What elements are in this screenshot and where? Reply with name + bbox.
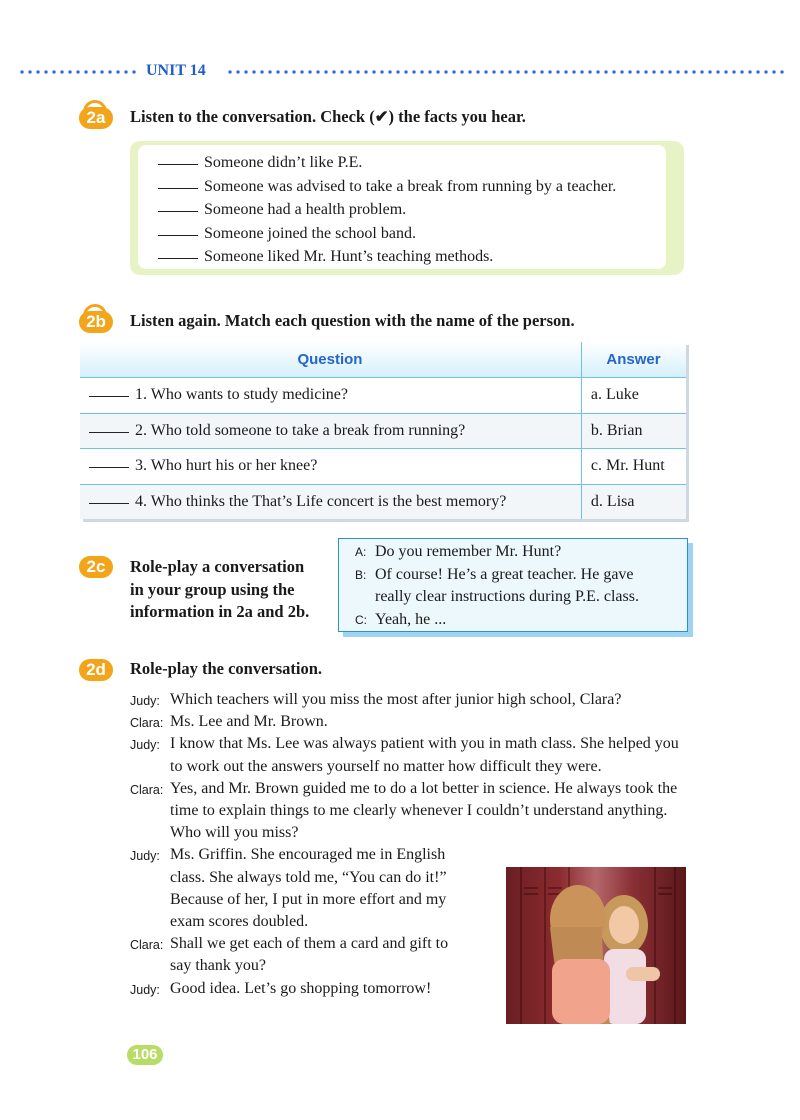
dialogue-line	[130, 933, 472, 977]
badge-2b	[79, 311, 113, 333]
header-dots-left	[18, 70, 136, 74]
fact-text: Someone liked Mr. Hunt’s teaching methods.	[204, 248, 494, 266]
unit-title: UNIT 14	[146, 62, 206, 79]
check-blank[interactable]	[158, 257, 198, 259]
speaker-label: Judy:	[130, 738, 160, 753]
badge-2c	[79, 556, 113, 578]
instruction-line: in your group using the	[130, 579, 295, 599]
dialogue-line	[130, 978, 472, 1000]
instruction-2d: Role-play the conversation.	[130, 659, 323, 678]
dialogue-text: Ms. Griffin. She encouraged me in English class. She always told me, “You can do it!” Because of her, I put in more effort and my exam scores doubled.	[170, 846, 447, 931]
dialogue-line	[130, 733, 690, 777]
check-blank[interactable]	[158, 234, 198, 236]
badge-label: 2b	[86, 312, 106, 331]
answer-blank[interactable]	[89, 502, 129, 504]
header-dots-right	[226, 70, 784, 74]
dialogue-line	[355, 541, 639, 564]
unit-header	[18, 62, 784, 82]
fact-text: Someone had a health problem.	[204, 201, 407, 219]
badge-2d	[79, 659, 113, 681]
question-header: Question	[80, 342, 581, 378]
dialogue-line	[355, 609, 639, 632]
speaker-label: Clara:	[130, 716, 164, 731]
speaker-label: Judy:	[130, 849, 160, 864]
question-text: 2. Who told someone to take a break from running?	[135, 421, 466, 439]
dialogue-text: Yeah, he ...	[375, 610, 447, 628]
example-dialogue	[355, 541, 639, 631]
question-text: 3. Who hurt his or her knee?	[135, 457, 318, 475]
instruction-line: information in 2a and 2b.	[130, 602, 310, 621]
fact-item[interactable]	[158, 198, 616, 222]
speaker-label: Judy:	[130, 982, 160, 997]
answer-blank[interactable]	[89, 395, 129, 397]
dialogue-line	[130, 711, 690, 733]
dialogue-line	[355, 564, 639, 587]
badge-2a	[79, 107, 113, 129]
fact-item[interactable]	[158, 222, 616, 246]
instruction-line: Role-play a conversation	[130, 557, 305, 576]
dialogue-text: Good idea. Let’s go shopping tomorrow!	[170, 979, 432, 997]
fact-item[interactable]	[158, 175, 616, 199]
page-number: 106	[127, 1045, 163, 1065]
question-cell	[80, 449, 581, 485]
check-blank[interactable]	[158, 163, 198, 165]
dialogue-text: I know that Ms. Lee was always patient with you in math class. She helped you to work out the answers yourself no matter how difficult they were.	[170, 735, 679, 775]
headphones-icon	[83, 100, 107, 114]
answer-cell: b. Brian	[581, 413, 686, 449]
question-text: 1. Who wants to study medicine?	[135, 386, 348, 404]
speaker-label: Clara:	[130, 938, 164, 953]
table-row	[80, 378, 686, 414]
speaker-label: C:	[355, 612, 367, 627]
question-text: 4. Who thinks the That’s Life concert is the best memory?	[135, 492, 507, 510]
dialogue-line	[355, 586, 639, 609]
fact-item[interactable]	[158, 151, 616, 175]
answer-blank[interactable]	[89, 466, 129, 468]
dialogue-text: Of course! He’s a great teacher. He gave	[375, 565, 634, 583]
answer-cell: d. Lisa	[581, 484, 686, 519]
dialogue-text: Yes, and Mr. Brown guided me to do a lot better in science. He always took the time to explain things to me clearly whenever I couldn’t understand anything. Who will you miss?	[170, 779, 678, 842]
table-row	[80, 484, 686, 519]
dialogue-line	[130, 778, 690, 845]
fact-item[interactable]	[158, 245, 616, 269]
dialogue-line	[130, 689, 690, 711]
badge-label: 2d	[86, 660, 106, 679]
fact-text: Someone was advised to take a break from running by a teacher.	[204, 177, 617, 195]
headphones-icon	[83, 304, 107, 318]
badge-label: 2a	[86, 108, 106, 127]
answer-header: Answer	[581, 342, 686, 378]
question-cell	[80, 484, 581, 519]
dialogue-text: really clear instructions during P.E. class.	[375, 588, 639, 605]
instruction-2a: Listen to the conversation. Check (✔) the facts you hear.	[130, 107, 526, 126]
answer-cell: c. Mr. Hunt	[581, 449, 686, 485]
answer-cell: a. Luke	[581, 378, 686, 414]
dialogue-text: Do you remember Mr. Hunt?	[375, 543, 562, 560]
facts-list	[158, 151, 616, 269]
matching-table	[80, 342, 686, 519]
check-blank[interactable]	[158, 210, 198, 212]
dialogue-line	[130, 844, 472, 933]
table-row	[80, 449, 686, 485]
table-header-row	[80, 342, 686, 378]
photo-students-at-lockers	[506, 867, 686, 1024]
badge-label: 2c	[86, 557, 106, 576]
speaker-label: B:	[355, 567, 367, 582]
question-cell	[80, 378, 581, 414]
fact-text: Someone joined the school band.	[204, 224, 416, 242]
girls-illustration	[506, 867, 686, 1024]
dialogue-text: Ms. Lee and Mr. Brown.	[170, 713, 328, 731]
dialogue-text: Shall we get each of them a card and gift to say thank you?	[170, 935, 449, 975]
speaker-label: A:	[355, 545, 367, 559]
instruction-2b: Listen again. Match each question with the name of the person.	[130, 311, 575, 330]
instruction-2c	[130, 556, 309, 624]
dialogue-text: Which teachers will you miss the most after junior high school, Clara?	[170, 691, 622, 708]
table-row	[80, 413, 686, 449]
answer-blank[interactable]	[89, 431, 129, 433]
check-blank[interactable]	[158, 187, 198, 189]
fact-text: Someone didn’t like P.E.	[204, 154, 363, 171]
question-cell	[80, 413, 581, 449]
speaker-label: Clara:	[130, 782, 164, 797]
speaker-label: Judy:	[130, 694, 160, 708]
